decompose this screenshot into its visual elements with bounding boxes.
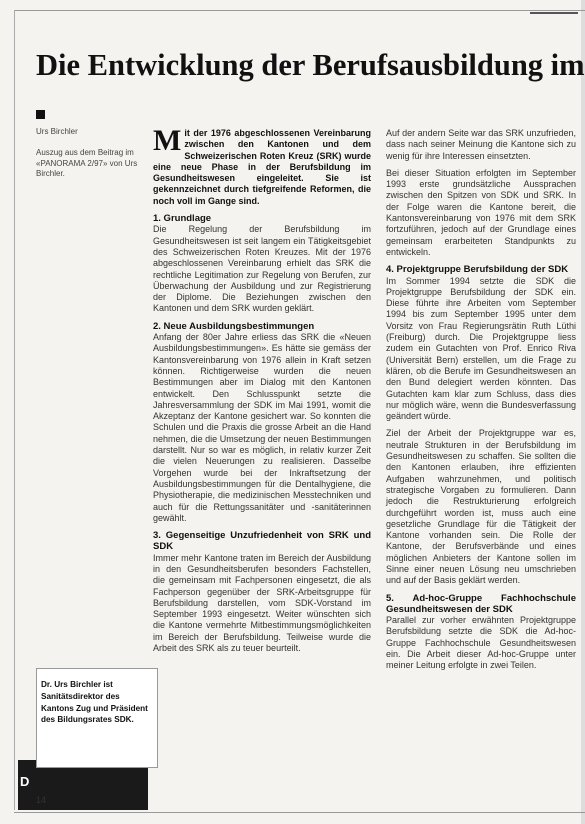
author-line: Urs Birchler [36,127,78,136]
caption-box [36,668,158,768]
section-marker [36,110,45,119]
text-column-1 [153,124,371,660]
top-rule [14,10,585,11]
photo-caption: Dr. Urs Birchler ist Sanitätsdirektor des Kantons Zug und Präsident des Bildungsrates SDK. [41,680,148,725]
section-heading-1: 1. Grundlage [153,213,212,225]
section-text-2: Anfang der 80er Jahre erliess das SRK die «Neuen Ausbildungsbestimmungen». Es hätte sie gemäss der Kantonsvereinbarung von 1976 allein in Kraft setzen können. Richtigerweise wurden die neuen Bestimmungen aber im Dialog mit den Kantonen entwickelt. Den Schlusspunkt setzte die Jahresversammlung der SDK im Mai 1991, womit die Akzeptanz der Kantone gesichert war. So konnten die Schulen und die Praxis die grosse Arbeit an die Hand nehmen, die die Umsetzung der neuen Bestimmungen darstellt. Nur so war es möglich, in relativ kurzer Zeit die vielen Neuerungen zu realisieren. Dasselbe Vorgehen wurde bei der Inkraftsetzung der Ausbildungsbestimmungen für die Dentalhygiene, die Physiotherapie, die medizinischen Messtechniken und auch für die Rettungssanitäter und -sanitäterinnen gewählt. [153,332,371,523]
top-mark [530,12,578,14]
section-text-3: Immer mehr Kantone traten im Bereich der Ausbildung in den Gesundheitsberufen besonders Fachstellen, die gemeinsam mit Fachpersonen eingesetzt, die als Fachperson gegenüber der SRK-Arbeitsgruppe für Berufsbildung darstellen, vom SDK-Vorstand im September 1993 eingesetzt. Weiter wünschten sich die Kantone vermehrte Mitbestimmungsmöglichkeiten im Bereich der Berufsbildung. Teilweise wurde die Arbeit des SRK als zu teuer beurteilt. [153,552,371,654]
section-text-5: Parallel zur vorher erwähnten Projektgruppe Berufsbildung setzte die SDK die Ad-hoc-Gruppe Fachhochschule Gesundheitswesen ein. Die Arbeit dieser Ad-hoc-Gruppe unter meiner Leitung erfolgte in zwei Teilen. [386,615,576,671]
article-title: Die Entwicklung der Berufsausbildung im [36,48,585,82]
photo-letter: D [20,774,30,789]
left-rule [14,10,15,810]
source-note: Auszug aus dem Beitrag im «PANORAMA 2/97» von Urs Birchler. [36,148,138,178]
text-column-2 [386,128,576,678]
page-number: 14 [36,795,47,805]
section-heading-3: 3. Gegenseitige Unzufriedenheit von SRK und SDK [153,530,371,553]
drop-cap: M [153,124,182,157]
intro-paragraph-2: Bei dieser Situation erfolgten im September 1993 erste grundsätzliche Aussprachen zwischen den Spitzen von SDK und SRK. In der Folge waren die Kantone bereit, die Kantonsvereinbarung von 1976 mit dem SRK fortzuführen, jedoch auf der Grundlage eines gemeinsam erarbeiteten Standpunkts zu entwickeln. [386,167,576,257]
lead-paragraph [153,124,371,207]
page-edge [581,0,585,824]
section-text-4: Im Sommer 1994 setzte die SDK die Projektgruppe Berufsbildung der SDK ein. Diese führte ihre Arbeiten vom September 1994 bis zum September 1995 unter dem Vorsitz von Frau Regierungsrätin Ruth Lüthi (Freiburg) durch. Die Projektgruppe liess zudem ein Gutachten von Prof. Enrico Riva (Universität Bern) erstellen, um die Frage zu klären, ob die Berufe im Gesundheitswesen an den Bund delegiert werden könnten. Das Gutachten kam klar zum Schluss, dass dies nur möglich wäre, wenn die Bundesverfassung geändert würde. [386,275,576,422]
intro-paragraph-1: Auf der andern Seite war das SRK unzufrieden, dass nach seiner Meinung die Kantone sich zu wenig für ihre Interessen einsetzten. [386,128,576,161]
section-heading-4: 4. Projektgruppe Berufsbildung der SDK [386,264,569,276]
section-text-4b: Ziel der Arbeit der Projektgruppe war es, neutrale Strukturen in der Berufsbildung im Gesundheitswesen zu schaffen. Sie sollten die den Kantonen erlauben, ihre effizienten Aufgaben wahrzunehmen, und politisch strategische Vorgaben zu formulieren. Dann jedoch die Restrukturierung erfolgreich durchgeführt worden ist, muss auch eine gesetzliche Grundlage für die Tätigkeit der Kantone vorhanden sein. Die Rolle der Kantone, der Berufsverbände und eines möglichen Anbieters der Kantone sollen im Sinne einer neuen Lösung neu umschrieben und auf der Basis geklärt werden. [386,428,576,586]
section-text-1: Die Regelung der Berufsbildung im Gesundheitswesen ist seit langem ein Tätigkeitsgebiet des Schweizerischen Roten Kreuzes. Mit der 1976 abgeschlossenen Vereinbarung erhielt das SRK die rechtliche Legitimation zur Regelung von Berufen, zur Überwachung der Ausbildung und zur Registrierung der Diplome. Die Beziehungen zwischen den Kantonen und dem SRK wurden geklärt. [153,224,371,314]
section-heading-5: 5. Ad-hoc-Gruppe Fachhochschule Gesundheitswesen der SDK [386,592,576,615]
bottom-rule [14,812,585,813]
section-heading-2: 2. Neue Ausbildungsbestimmungen [153,320,315,332]
lead-text: it der 1976 abgeschlossenen Vereinbarung zwischen den Kantonen und dem Schweizerischen Roten Kreuz (SRK) wurde eine neue Phase in der Berufsbildung im Gesundheitswesen eingeleitet. Sie ist gekennzeichnet durch tiefgreifende Reformen, die noch voll im Gange sind. [153,128,371,206]
